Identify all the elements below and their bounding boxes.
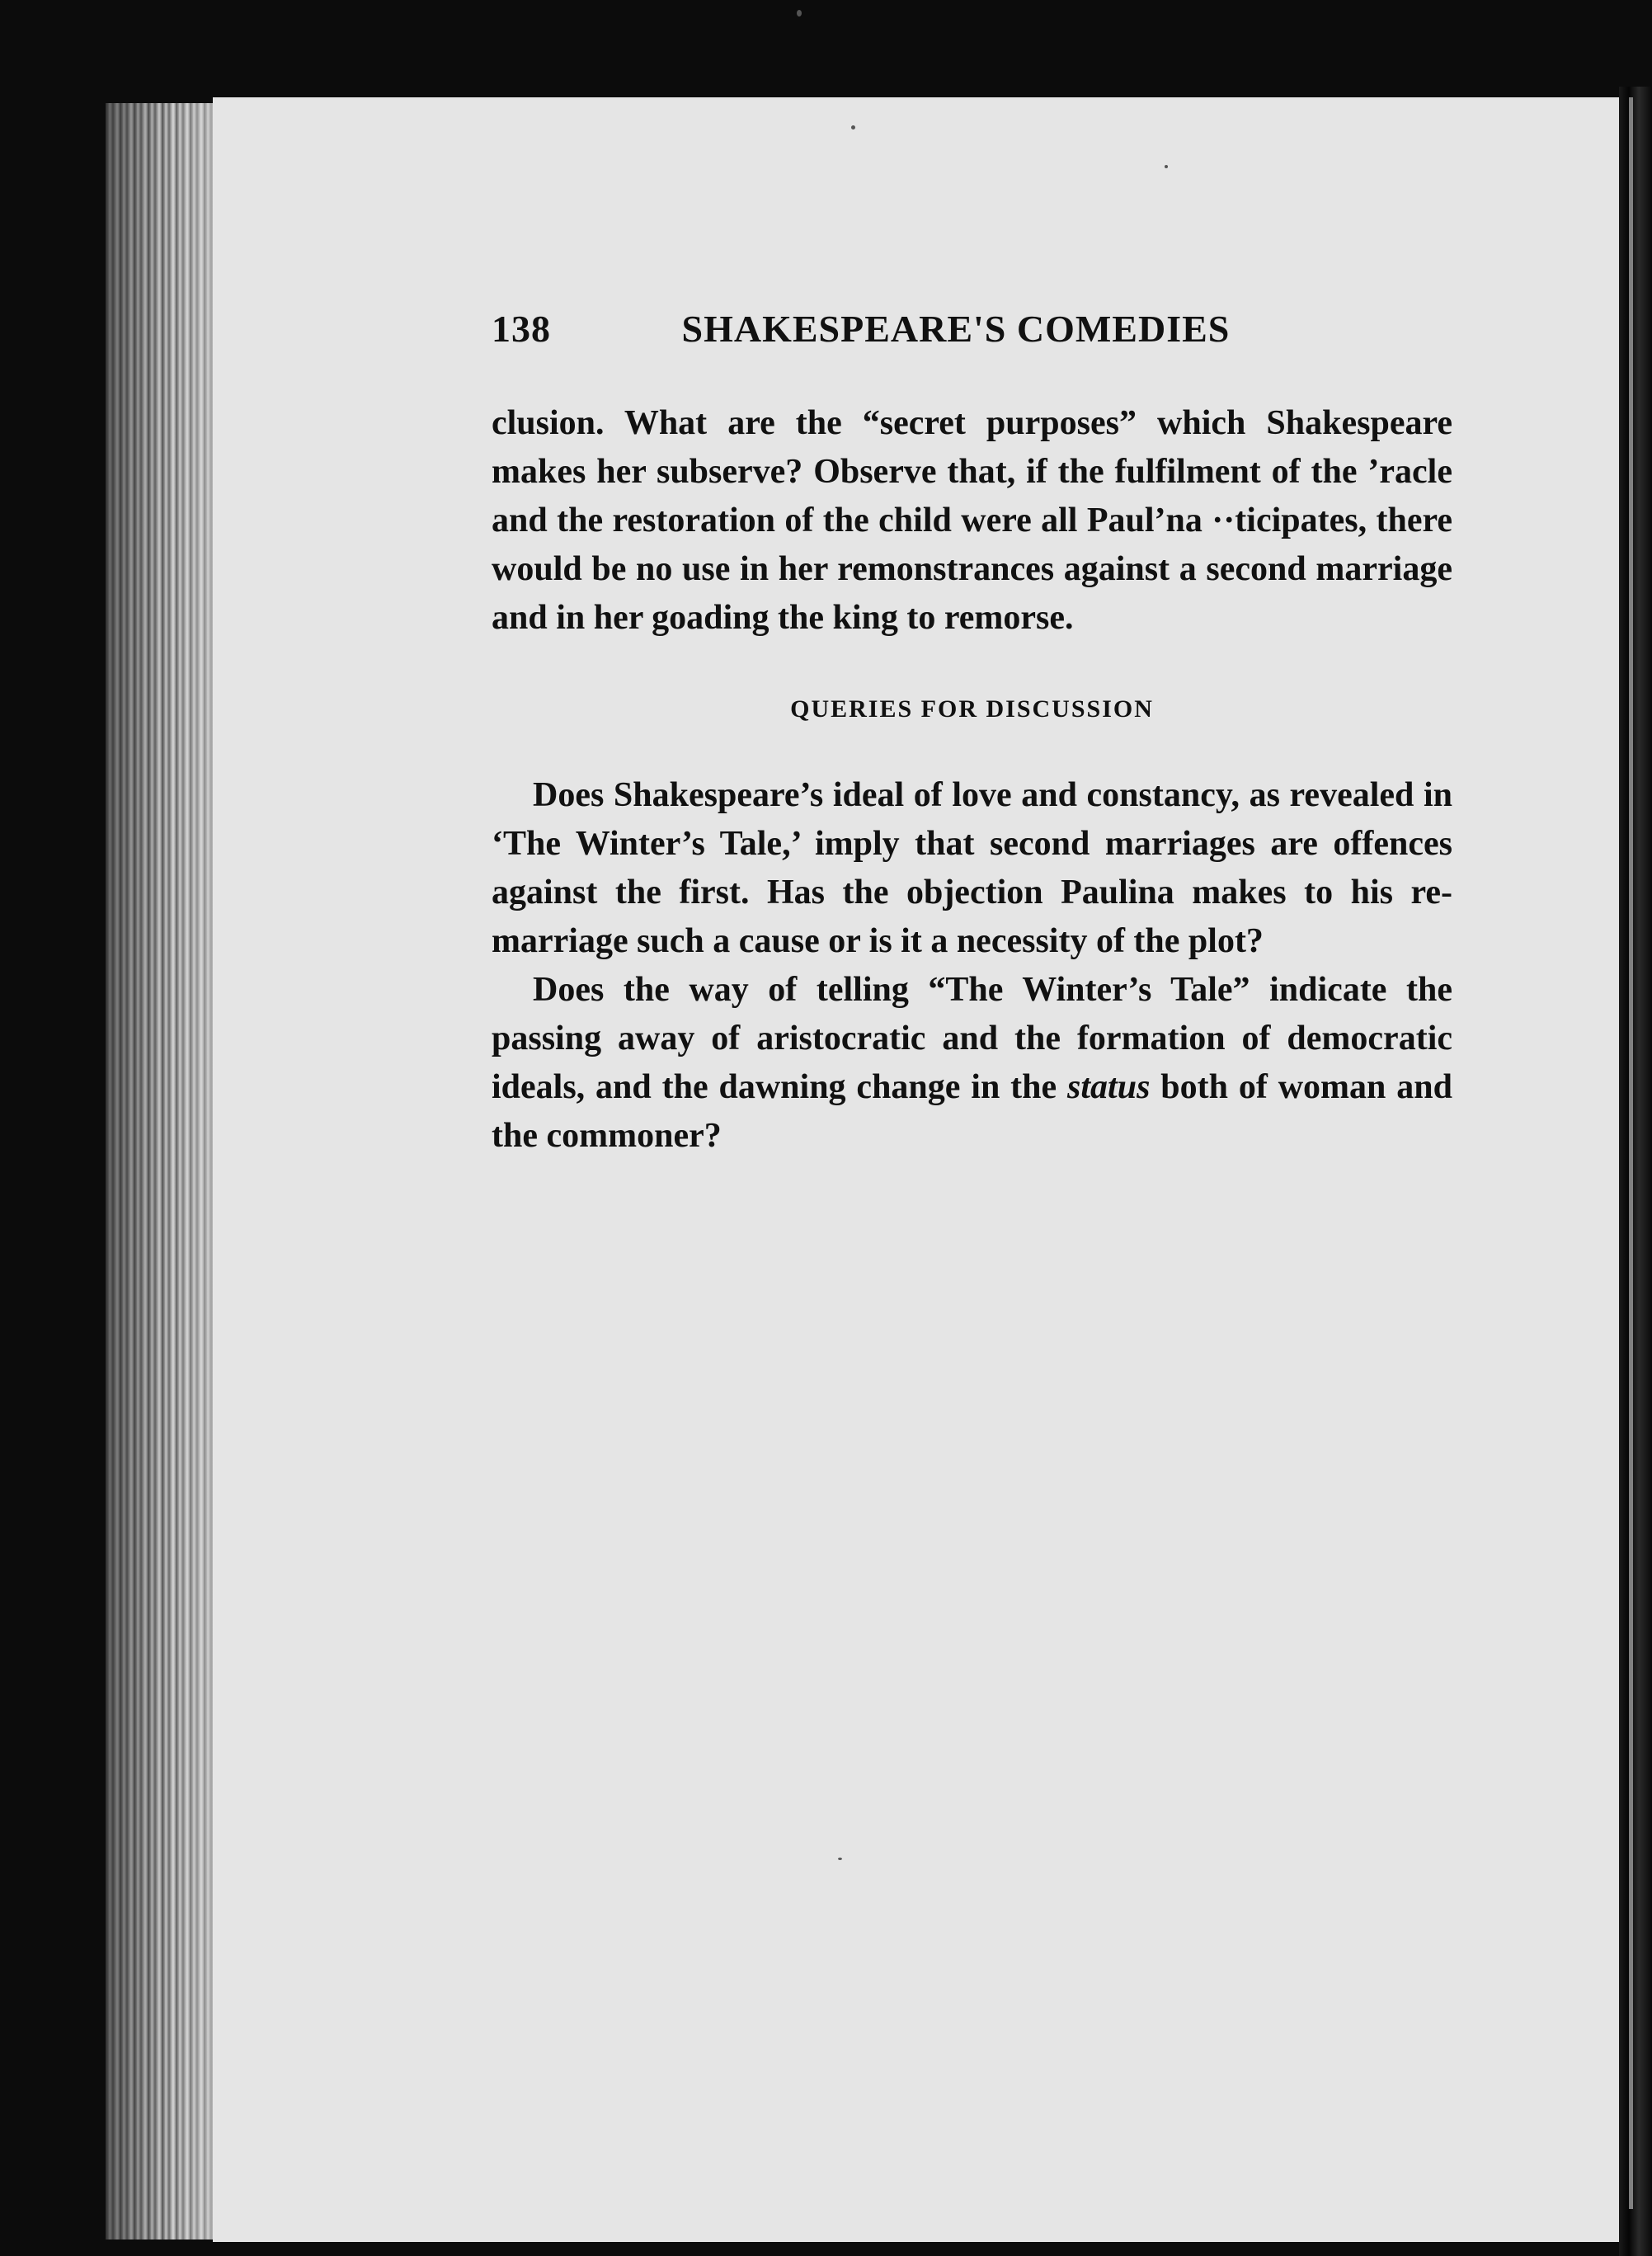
paragraph: clusion. What are the “secret purposes” which Shakespeare makes her subserve? Observe that, if the fulfilment of the ’racle and the restoration of the child were all Paul’na ··ticipates, there would be no use in her remonstrances against a second marriage and in her goading the king to remorse. [492, 404, 1452, 637]
scan-speck [1165, 165, 1168, 168]
section-heading: QUERIES FOR DISCUSSION [790, 695, 1154, 723]
scan-speck [851, 125, 855, 130]
italic-term: status [1067, 1068, 1151, 1106]
binding-shadow [1619, 87, 1652, 2256]
paragraph-text: Does the way of telling “The Winter’s Tale” indicate the passing away of aristocratic and the formation of democratic ideals, and the dawning change in the [492, 971, 1452, 1106]
paragraph-text: both of woman and the commoner? [492, 1068, 1452, 1155]
page-text [492, 307, 1452, 1161]
page-number: 138 [492, 308, 551, 350]
scan-speck [797, 10, 802, 16]
paragraph: Does Shakespeare’s ideal of love and constancy, as revealed in ‘The Winter’s Tale,’ imply that second marriages are offences against the first. Has the objection Paulina makes to his re-marriage such a cause or is it a necessity of the plot? [492, 776, 1452, 960]
paragraph [492, 966, 1452, 1161]
page-edge-line [1629, 97, 1633, 2209]
scan-speck [838, 1858, 842, 1860]
page-header [492, 307, 1452, 356]
book-page-edges [106, 103, 221, 2240]
running-head: SHAKESPEARE'S COMEDIES [681, 308, 1231, 350]
